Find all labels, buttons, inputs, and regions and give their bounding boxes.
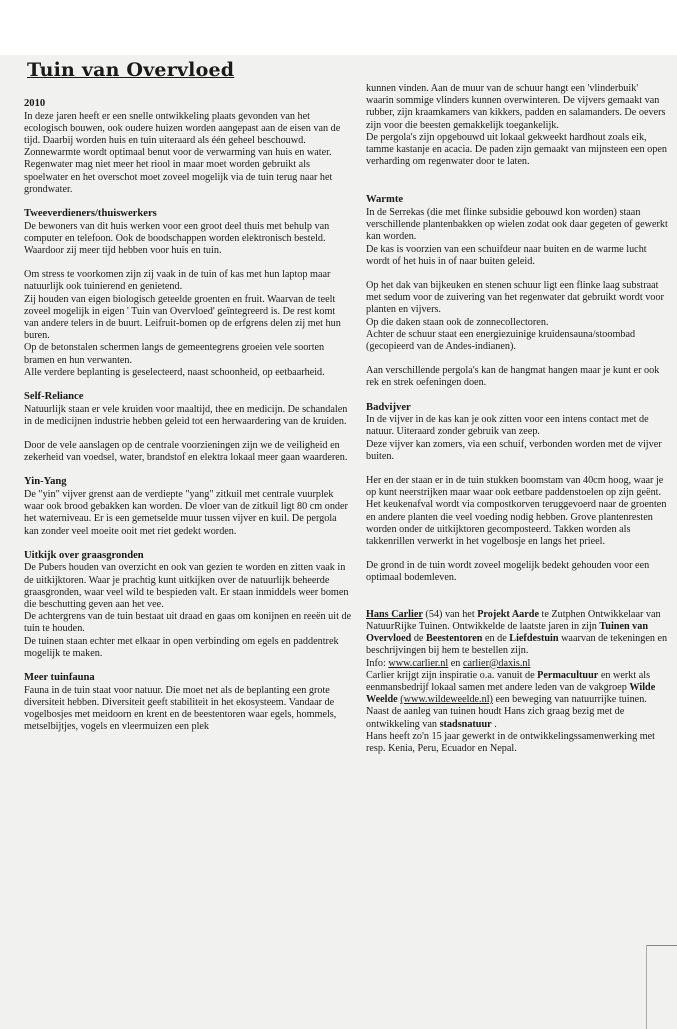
paragraph: De tuinen staan echter met elkaar in open verbinding om egels en paddentrek mogelijk te maken. xyxy=(24,635,339,659)
paragraph: Op de betonstalen schermen langs de gemeentegrens groeien vele soorten bramen en hun verwanten. xyxy=(24,342,325,366)
paragraph: De "yin" vijver grenst aan de verdiepte "yang" zitkuil met centrale vuurplek waar ook brood gebakken kan worden. De vloer van de zitkuil ligt 80 cm onder het waterniveau. Er is een gemetselde muur tussen vijver en kuil. De pergola kan zonder veel moeite ooit met riet gedekt worden. xyxy=(24,489,348,537)
paragraph: Om stress te voorkomen zijn zij vaak in de tuin of kas met hun laptop maar natuurlijk ook tuinierend en genietend. xyxy=(24,269,331,293)
page-title: Tuin van Overvloed xyxy=(27,59,235,81)
bio-permacultuur: Permacultuur xyxy=(537,669,599,681)
paragraph: Her en der staan er in de tuin stukken boomstam van 40cm hoog, waar je op kunt neerstrijken maar waar ook eetbare paddenstoelen op zijn geënt. xyxy=(366,475,664,499)
bio-text: waarvan de tekeningen en beschrijvingen bij hem te bestellen zijn. xyxy=(366,633,668,657)
bio-inspiration xyxy=(366,670,668,731)
scan-edge-line xyxy=(646,945,647,1029)
section-heading-warmte: Warmte xyxy=(366,194,404,206)
paragraph: De Pubers houden van overzicht en ook van gezien te worden en zitten vaak in de uitkijktoren. Waar je prachtig kunt uitkijken over de natuurlijk beheerde graasgronden, waar veel wild te bespieden valt. Er staan inmiddels weer bomen die beschutting geven aan het vee. xyxy=(24,562,349,611)
paragraph: Hans heeft zo'n 15 jaar gewerkt in de ontwikkelingssamenwerking met resp. Kenia, Peru, Ecuador en Nepal. xyxy=(366,730,655,754)
paragraph: Door de vele aanslagen op de centrale voorzieningen zijn we de veiligheid en zekerheid van voedsel, water, brandstof en elektra lokaal meer gaan waarderen. xyxy=(24,440,348,464)
bio-text: . xyxy=(491,718,497,730)
paragraph: Regenwater mag niet meer het riool in maar moet worden gebruikt als spoelwater en het overschot moet zoveel mogelijk via de tuin terug naar het grondwater. xyxy=(24,159,333,195)
website-link[interactable]: www.carlier.nl xyxy=(388,657,449,669)
bio-info xyxy=(366,658,668,670)
project-name: Projekt Aarde xyxy=(477,608,539,620)
paragraph: Fauna in de tuin staat voor natuur. Die moet net als de beplanting een grote diversiteit hebben. Diversiteit geeft stabiliteit in het ekosysteem. Vandaar de vogelbosjes met meidoorn en krent en de beestentoren waar egels, hommels, metselbijtjes, vogels en vleermuizen een plek xyxy=(24,684,337,733)
left-column xyxy=(24,98,352,733)
paragraph: Zij houden van eigen biologisch geteelde groenten en fruit. Waarvan de teelt zoveel mogelijk in eigen ' Tuin van Overvloed' geïntegreerd is. De rest komt van andere telers in de buurt. Leifruit-bomen op de erfgrens delen zij met hun buren. xyxy=(24,293,341,342)
section-heading-yin-yang: Yin-Yang xyxy=(24,476,67,488)
bio-stadsnatuur: stadsnatuur xyxy=(439,718,492,730)
bio-text: (54) van het xyxy=(422,608,478,620)
section-heading-badvijver: Badvijver xyxy=(366,401,411,413)
section-heading-2010: 2010 xyxy=(24,98,46,109)
paragraph: In de vijver in de kas kan je ook zitten voor een intens contact met de natuur. Uiteraard zonder gebruik van zeep. xyxy=(366,414,649,438)
bio-text: een beweging van natuurrijke tuinen. Naast de aanleg van tuinen houdt Hans zich graag bezig met de ontwikkeling van xyxy=(366,694,647,730)
paragraph: De grond in de tuin wordt zoveel mogelijk bedekt gehouden voor een optimaal bodemleven. xyxy=(366,560,650,584)
bio-text: de xyxy=(411,633,426,645)
paragraph: Het keukenafval wordt via compostkorven teruggevoerd naar de groenten en andere planten die veel voeding nodig hebben. Grove plantenresten worden onder de uitkijktoren gecomposteerd. Takken worden als takkenrillen verwerkt in het vogelbosje en langs het prieel. xyxy=(366,499,667,548)
paragraph: Aan verschillende pergola's kan de hangmat hangen maar je kunt er ook rek en strek oefeningen doen. xyxy=(366,365,660,389)
section-heading-uitkijk: Uitkijk over graasgronden xyxy=(24,549,144,561)
paragraph: In de Serrekas (die met flinke subsidie gebouwd kon worden) staan verschillende plantenbakken op wielen zodat ook daar gegeten of gewerkt kan worden. xyxy=(366,207,668,243)
section-heading-meer-tuinfauna: Meer tuinfauna xyxy=(24,672,95,684)
bio-text: en de xyxy=(482,633,510,645)
bio-liefdestuin: Liefdestuin xyxy=(509,633,559,645)
paragraph: Deze vijver kan zomers, via een schuif, verbonden worden met de vijver buiten. xyxy=(366,438,662,462)
paragraph: Achter de schuur staat een energiezuinige kruidensauna/stoombad (gecopieerd van de Andes-indianen). xyxy=(366,328,636,353)
wildeweelde-link[interactable]: (www.wildeweelde.nl) xyxy=(400,694,493,706)
author-bio xyxy=(366,609,668,658)
right-column xyxy=(366,83,668,755)
paragraph: Op het dak van bijkeuken en stenen schuur ligt een flinke laag substraat met sedum voor de zuivering van het regenwater dat gebruikt wordt voor planten en vijvers. xyxy=(366,280,664,316)
bio-text: te Zutphen Ontwikkelaar van NatuurRijke Tuinen. Ontwikkelde de laatste jaren in zijn xyxy=(366,608,661,632)
author-name: Hans Carlier xyxy=(366,608,423,620)
paragraph: De bewoners van dit huis werken voor een groot deel thuis met behulp van computer en telefoon. Ook de boodschappen worden elektronisch besteld. xyxy=(24,220,330,244)
paragraph: Alle verdere beplanting is geselecteerd, naast schoonheid, op eetbaarheid. xyxy=(24,366,325,378)
paragraph: kunnen vinden. Aan de muur van de schuur hangt een 'vlinderbuik' waarin sommige vlinders kunnen overwinteren. De vijvers gemaakt van rubber, zijn kraamkamers van kikkers, padden en salamanders. De oevers zijn voor die beesten gemakkelijk toegankelijk. xyxy=(366,83,666,131)
paragraph: De kas is voorzien van een schuifdeur naar buiten en de warme lucht wordt of het huis in of naar buiten geleid. xyxy=(366,243,647,267)
email-link[interactable]: carlier@daxis.nl xyxy=(462,657,531,669)
bio-wilde-weelde: Wilde Weelde xyxy=(366,681,656,706)
paragraph: De pergola's zijn opgebouwd uit lokaal gekweekt hardhout zoals eik, tamme kastanje en acacia. De paden zijn gemaakt van mijnsteen een open verharding om regenwater door te laten. xyxy=(366,131,667,168)
paragraph: Op die daken staan ook de zonnecollectoren. xyxy=(366,316,549,328)
bio-tuinen: Tuinen van Overvloed xyxy=(366,620,649,645)
paragraph: Natuurlijk staan er vele kruiden voor maaltijd, thee en medicijn. De schandalen in de medicijnen industrie hebben geleid tot een herwaardering van de kruiden. xyxy=(24,403,348,427)
bio-beestentoren: Beestentoren xyxy=(426,633,483,645)
bio-text: en werkt als eenmansbedrijf lokaal samen met andere leden van de vakgroep xyxy=(366,669,651,693)
scan-edge-line xyxy=(646,945,677,946)
paragraph: Waardoor zij meer tijd hebben voor huis en tuin. xyxy=(24,245,222,257)
info-label: Info: xyxy=(366,657,389,669)
bio-text: Carlier krijgt zijn inspiratie o.a. vanuit de xyxy=(366,669,538,681)
bio-text: en xyxy=(448,657,463,669)
paragraph: De achtergrens van de tuin bestaat uit draad en gaas om konijnen en reeën uit de tuin te houden. xyxy=(24,611,352,635)
section-heading-self-reliance: Self-Reliance xyxy=(24,391,84,403)
paragraph: In deze jaren heeft er een snelle ontwikkeling plaats gevonden van het ecologisch bouwen, ook oudere huizen worden aangepast aan de eisen van de tijd. Daarbij worden huis en tuin uiteraard als één geheel beschouwd. Zonnewarmte wordt optimaal benut voor de verwarming van huis en water. xyxy=(24,110,341,159)
section-heading-tweeverdieners: Tweeverdieners/thuiswerkers xyxy=(24,208,157,220)
